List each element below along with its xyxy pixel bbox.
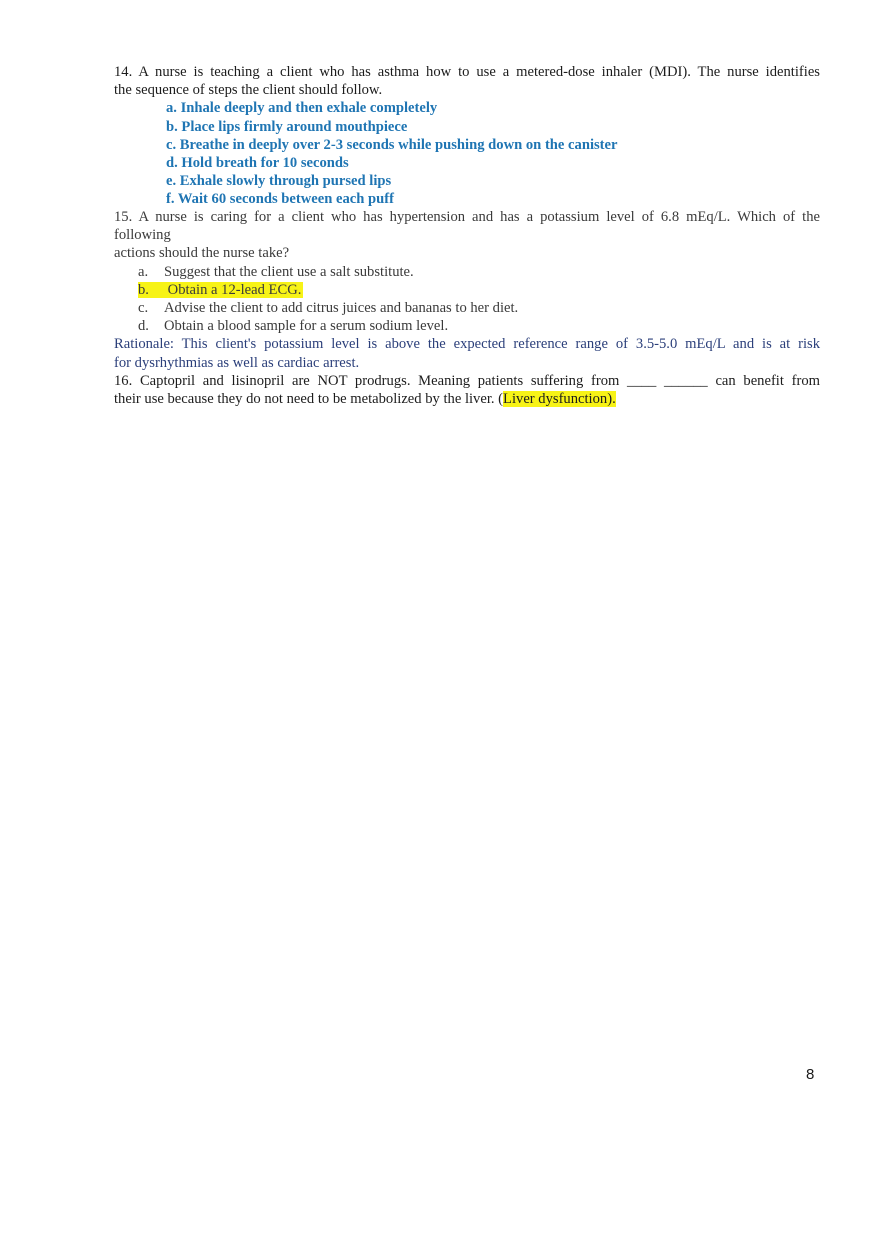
option-text: Suggest that the client use a salt substitute.	[164, 263, 414, 280]
q15-option-d	[114, 317, 820, 335]
option-text: Advise the client to add citrus juices and bananas to her diet.	[164, 299, 519, 316]
question-15	[114, 208, 820, 372]
option-text: Obtain a blood sample for a serum sodium level.	[164, 318, 449, 335]
option-letter: c.	[138, 299, 149, 316]
question-16	[114, 372, 820, 408]
option-letter: b.	[138, 281, 149, 298]
q15-stem-line-2: following	[114, 227, 171, 244]
q16-stem-line-2	[114, 390, 820, 408]
q14-step-d: d. Hold breath for 10 seconds	[166, 154, 349, 171]
q15-stem-line-3: actions should the nurse take?	[114, 245, 290, 262]
q16-stem-line-1: 16. Captopril and lisinopril are NOT prodrugs. Meaning patients suffering from ____ ______ can benefit from	[114, 373, 820, 389]
q14-step-c: c. Breathe in deeply over 2-3 seconds while pushing down on the canister	[166, 136, 618, 153]
answer-highlight	[138, 282, 303, 298]
q14-step-b: b. Place lips firmly around mouthpiece	[166, 118, 408, 135]
page-number: 8	[806, 1066, 815, 1083]
q14-step-f: f. Wait 60 seconds between each puff	[166, 191, 394, 208]
option-text: Obtain a 12-lead ECG.	[164, 281, 302, 298]
q15-option-a	[114, 263, 820, 281]
q14-stem-line-2: the sequence of steps the client should follow.	[114, 82, 383, 99]
q16-stem-text: their use because they do not need to be metabolized by the liver. (	[114, 391, 504, 408]
q15-rationale-line-1: Rationale: This client's potassium level is above the expected reference range of 3.5-5.0 mEq/L and is at risk	[114, 336, 820, 353]
q15-option-b	[114, 281, 820, 299]
q14-step-e: e. Exhale slowly through pursed lips	[166, 173, 392, 190]
option-letter: d.	[138, 318, 149, 335]
option-letter: a.	[138, 263, 149, 280]
q15-rationale-line-2: for dysrhythmias as well as cardiac arrest.	[114, 354, 360, 371]
question-14	[114, 63, 820, 209]
q14-stem-line-1: 14. A nurse is teaching a client who has asthma how to use a metered-dose inhaler (MDI). The nurse identifies	[114, 64, 820, 80]
q16-answer-highlight: Liver dysfunction).	[503, 391, 616, 408]
q14-step-a: a. Inhale deeply and then exhale completely	[166, 100, 438, 117]
q15-option-c	[114, 299, 820, 317]
q15-stem-line-1: 15. A nurse is caring for a client who has hypertension and has a potassium level of 6.8 mEq/L. Which of the	[114, 209, 820, 225]
